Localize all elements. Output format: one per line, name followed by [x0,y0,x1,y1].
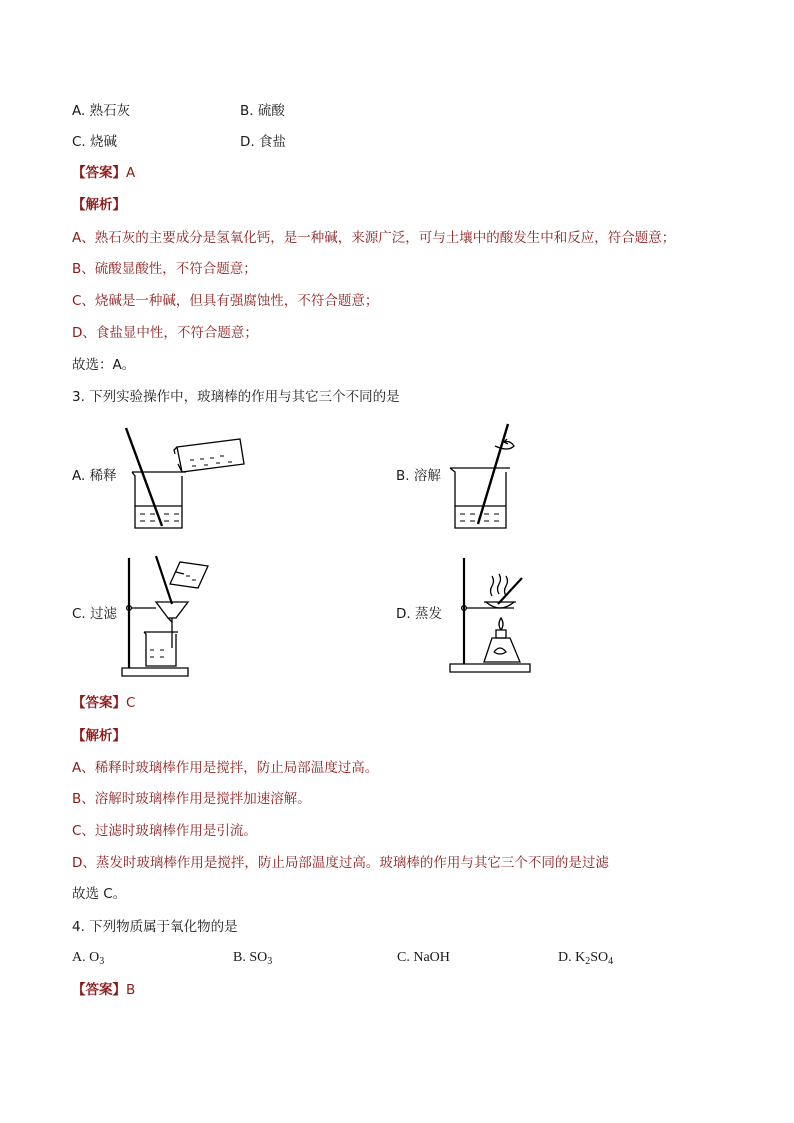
q2-option-b: B. 硫酸 [240,103,285,119]
q2-option-d: D. 食盐 [240,134,286,150]
q4-question: 4. 下列物质属于氧化物的是 [72,919,238,935]
q3-analysis-line: D、蒸发时玻璃棒作用是搅拌，防止局部温度过高。玻璃棒的作用与其它三个不同的是过滤 [72,855,609,871]
q3-option-b: B. 溶解 [396,468,441,484]
q3-option-a: A. 稀释 [72,468,117,484]
q2-conclusion: 故选：A。 [72,357,136,373]
q4-option-a: A. $O_3$ [72,950,105,967]
filtration-figure [120,552,212,680]
dissolving-figure [448,420,528,532]
dilution-figure [120,420,250,532]
answer-value: A [126,165,136,181]
q3-conclusion: 故选 C。 [72,886,127,902]
answer-value: C [126,695,136,711]
q2-option-a: A. 熟石灰 [72,103,131,119]
q2-option-c: C. 烧碱 [72,134,118,150]
q3-analysis-line: C、过滤时玻璃棒作用是引流。 [72,823,257,839]
q2-analysis-line: C、烧碱是一种碱，但具有强腐蚀性，不符合题意； [72,293,379,309]
evaporation-figure [446,556,532,678]
q3-answer [72,693,135,713]
answer-label: 【答案】 [72,695,126,711]
q2-analysis-label: 【解析】 [72,197,126,213]
q2-analysis-line: A、熟石灰的主要成分是氢氧化钙，是一种碱，来源广泛，可与土壤中的酸发生中和反应，符合题意； [72,230,676,246]
q3-analysis-label: 【解析】 [72,728,126,744]
q3-analysis-line: B、溶解时玻璃棒作用是搅拌加速溶解。 [72,791,311,807]
q3-option-d: D. 蒸发 [396,606,442,622]
answer-label: 【答案】 [72,165,126,181]
q2-answer [72,163,135,183]
q4-answer [72,980,135,1000]
q2-analysis-line: B、硫酸显酸性，不符合题意； [72,261,257,277]
q3-analysis-line: A、稀释时玻璃棒作用是搅拌，防止局部温度过高。 [72,760,379,776]
answer-label: 【答案】 [72,982,126,998]
q3-option-c: C. 过滤 [72,606,118,622]
q2-analysis-line: D、食盐显中性，不符合题意； [72,325,258,341]
q3-question: 3. 下列实验操作中，玻璃棒的作用与其它三个不同的是 [72,389,400,405]
q4-option-d: D. $K_2SO_4$ [558,950,614,967]
answer-value: B [126,982,136,998]
q4-option-b: B. $SO_3$ [233,950,273,967]
q4-option-c: C. NaOH [397,950,450,965]
